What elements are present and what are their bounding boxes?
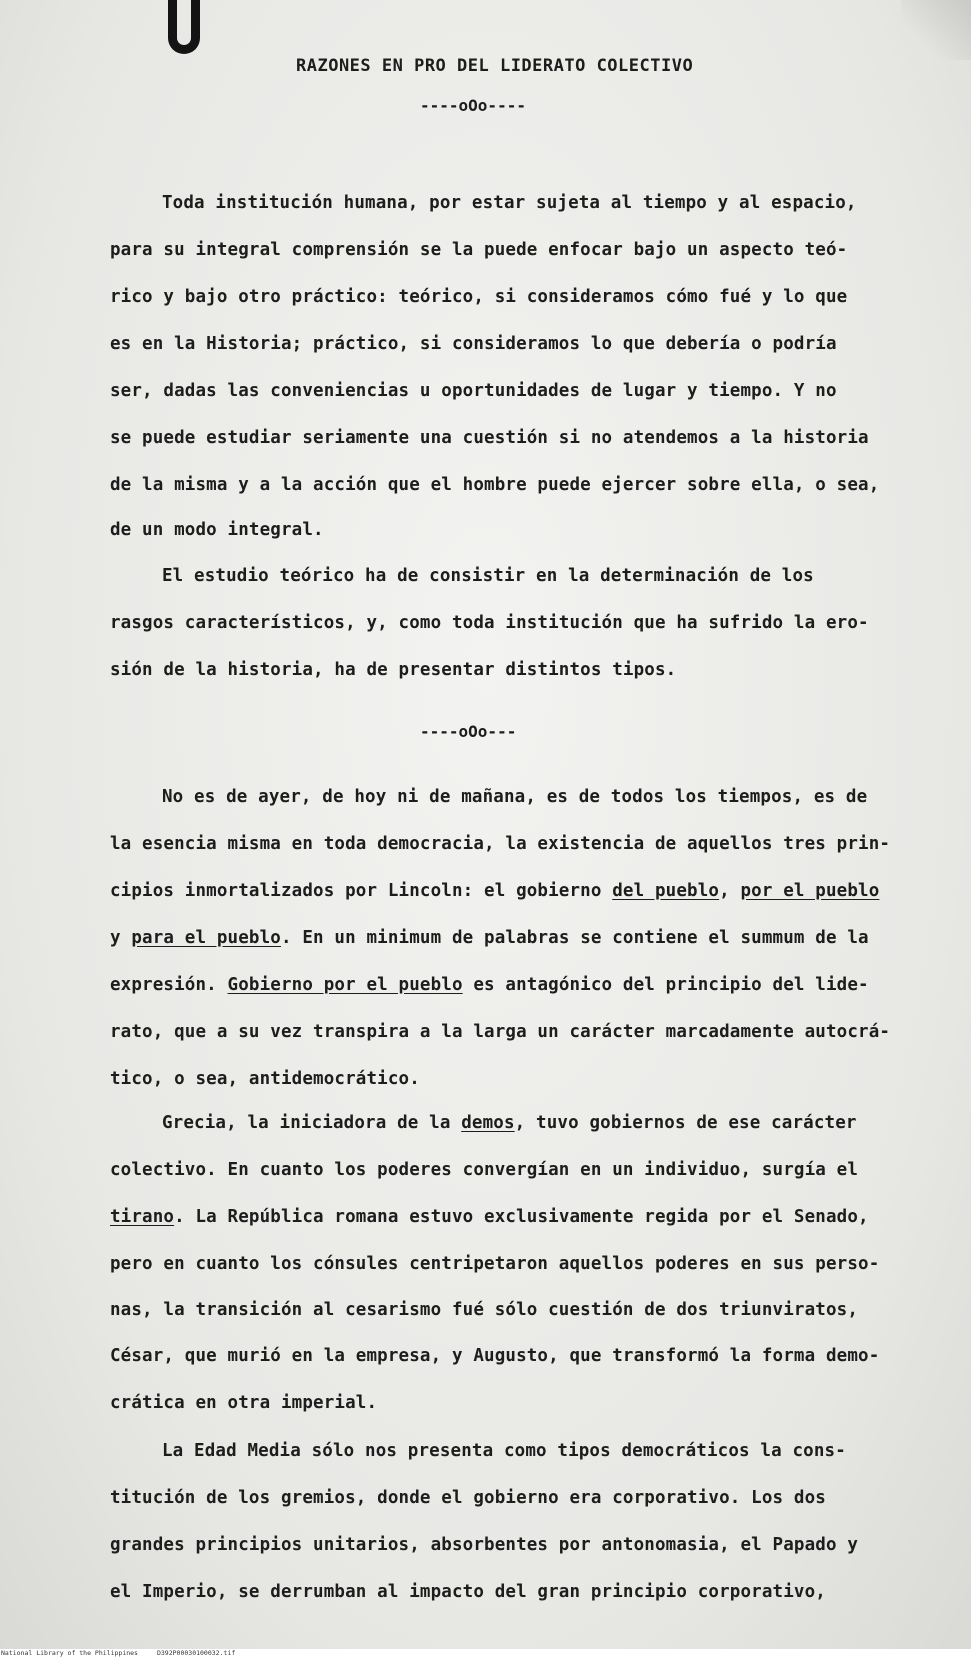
text-line: César, que murió en la empresa, y Augusto, que transformó la forma demo-: [110, 1346, 880, 1366]
text-line: es en la Historia; práctico, si consideramos lo que debería o podría: [110, 334, 837, 354]
text-line: se puede estudiar seriamente una cuestión si no atendemos a la historia: [110, 428, 869, 448]
underlined-phrase: del pueblo: [612, 881, 720, 901]
underlined-phrase: para el pueblo: [131, 928, 281, 948]
underlined-phrase: Gobierno por el pueblo: [227, 975, 463, 995]
underlined-phrase: tirano: [110, 1207, 175, 1227]
text-line: rasgos característicos, y, como toda institución que ha sufrido la ero-: [110, 613, 869, 633]
text-line: grandes principios unitarios, absorbentes por antonomasia, el Papado y: [110, 1535, 859, 1555]
text-line: tico, o sea, antidemocrático.: [110, 1069, 420, 1089]
text-line: sión de la historia, ha de presentar distintos tipos.: [110, 660, 677, 680]
text-line: expresión. Gobierno por el pueblo es antagónico del principio del lide-: [110, 975, 869, 995]
text-line: No es de ayer, de hoy ni de mañana, es de todos los tiempos, es de: [162, 787, 868, 807]
text-line: La Edad Media sólo nos presenta como tipos democráticos la cons-: [162, 1441, 846, 1461]
text-line: Toda institución humana, por estar sujeta al tiempo y al espacio,: [162, 193, 857, 213]
text-line: El estudio teórico ha de consistir en la determinación de los: [162, 566, 814, 586]
text-line: para su integral comprensión se la puede enfocar bajo un aspecto teó-: [110, 240, 848, 260]
scan-footer: [0, 1649, 971, 1658]
text-line: rato, que a su vez transpira a la larga un carácter marcadamente autocrá-: [110, 1022, 891, 1042]
text-line: nas, la transición al cesarismo fué sólo cuestión de dos triunviratos,: [110, 1300, 859, 1320]
text-line: titución de los gremios, donde el gobierno era corporativo. Los dos: [110, 1488, 826, 1508]
text-line: la esencia misma en toda democracia, la existencia de aquellos tres prin-: [110, 834, 891, 854]
paper-clip-mark: [168, 0, 200, 54]
underlined-phrase: demos: [461, 1113, 515, 1133]
text-line: de un modo integral.: [110, 520, 324, 540]
document-title: RAZONES EN PRO DEL LIDERATO COLECTIVO: [296, 56, 694, 76]
text-line: de la misma y a la acción que el hombre puede ejercer sobre ella, o sea,: [110, 475, 880, 495]
text-line: el Imperio, se derrumban al impacto del gran principio corporativo,: [110, 1582, 826, 1602]
text-line: crática en otra imperial.: [110, 1393, 378, 1413]
separator-middle: ----oOo---: [420, 722, 517, 741]
underlined-phrase: por el pueblo: [740, 881, 880, 901]
text-line: colectivo. En cuanto los poderes convergían en un individuo, surgía el: [110, 1160, 859, 1180]
footer-file: D392P00030100032.tif: [156, 1649, 236, 1657]
text-line: y para el pueblo. En un minimum de palabras se contiene el summum de la: [110, 928, 869, 948]
footer-library: National Library of the Philippines: [1, 1649, 138, 1657]
text-line: rico y bajo otro práctico: teórico, si consideramos cómo fué y lo que: [110, 287, 848, 307]
text-line: tirano. La República romana estuvo exclusivamente regida por el Senado,: [110, 1207, 869, 1227]
corner-shadow: [901, 0, 971, 60]
separator-top: ----oOo----: [420, 96, 526, 115]
text-line: cipios inmortalizados por Lincoln: el gobierno del pueblo, por el pueblo: [110, 881, 880, 901]
text-line: Grecia, la iniciadora de la demos, tuvo gobiernos de ese carácter: [162, 1113, 857, 1133]
text-line: pero en cuanto los cónsules centripetaron aquellos poderes en sus perso-: [110, 1254, 880, 1274]
text-line: ser, dadas las conveniencias u oportunidades de lugar y tiempo. Y no: [110, 381, 837, 401]
